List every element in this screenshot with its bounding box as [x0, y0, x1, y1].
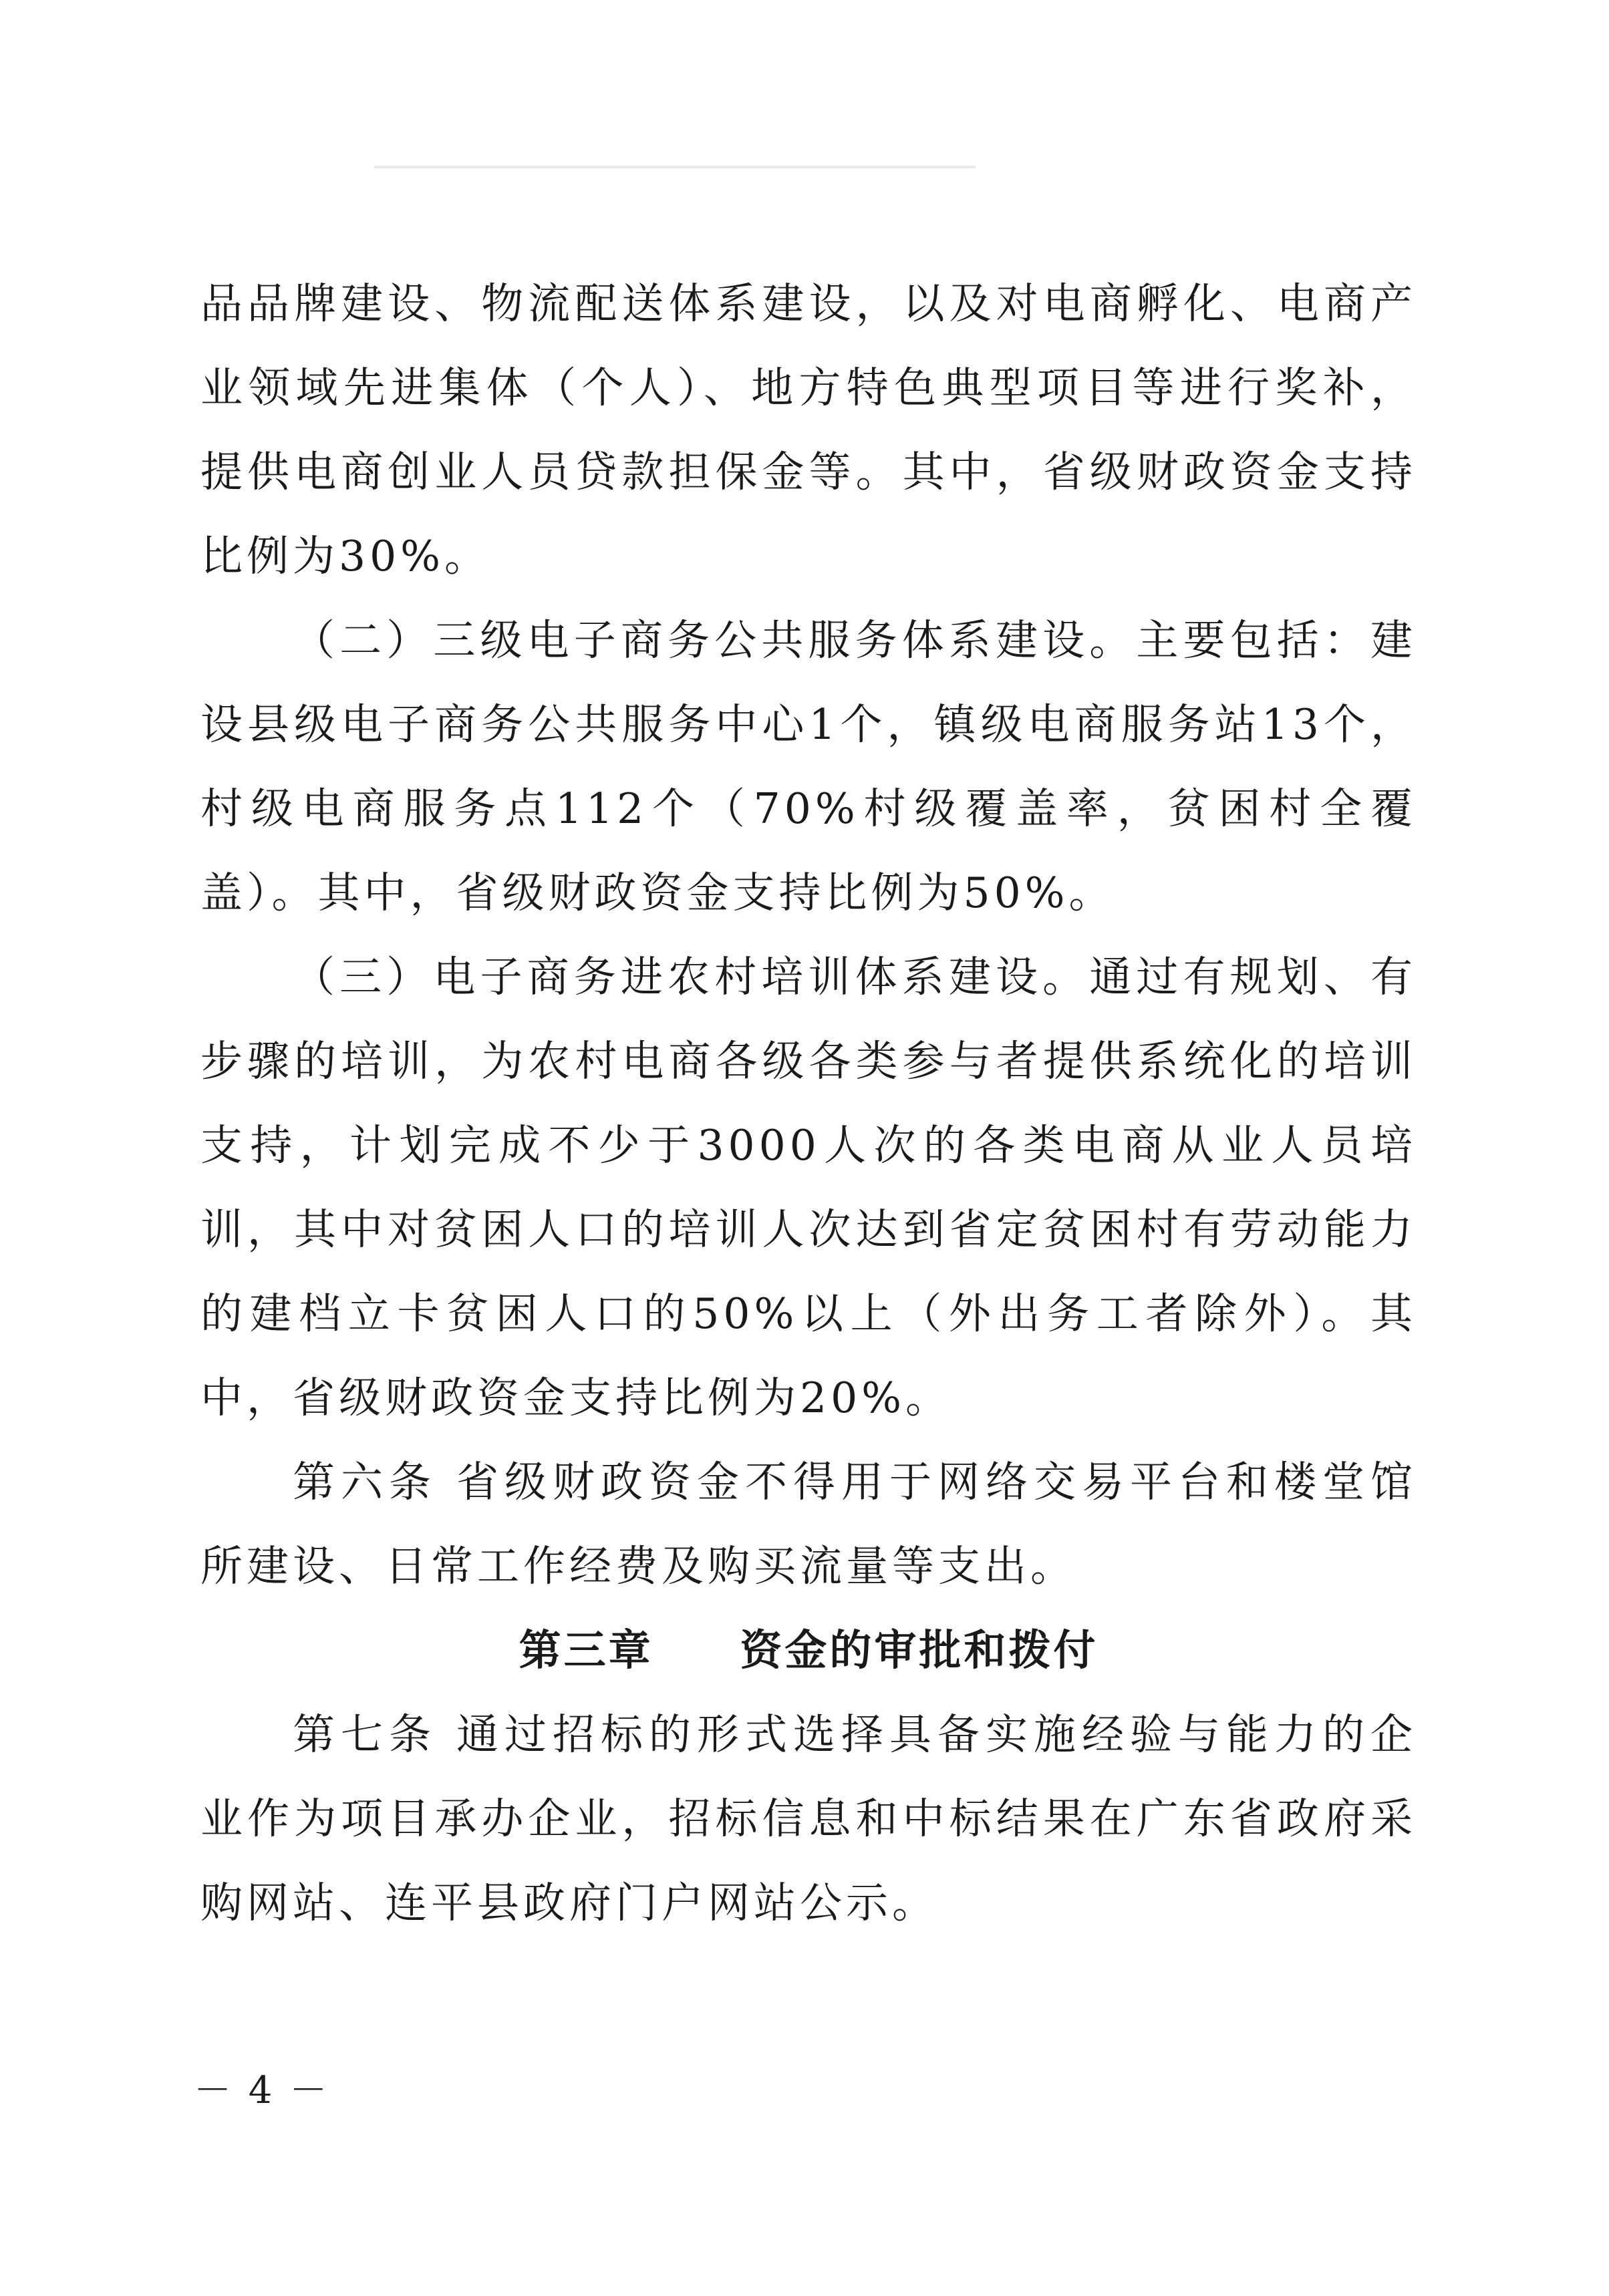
paragraph-article-7: 第七条 通过招标的形式选择具备实施经验与能力的企业作为项目承办企业，招标信息和中标结果在广东省政府采购网站、连平县政府门户网站公示。 [200, 1710, 1417, 1927]
scan-artifact-line [374, 166, 976, 168]
paragraph-continued: 品品牌建设、物流配送体系建设，以及对电商孵化、电商产业领域先进集体（个人）、地方特色典型项目等进行奖补，提供电商创业人员贷款担保金等。其中，省级财政资金支持比例为30%。 [200, 279, 1417, 581]
page-number: － 4 － [194, 2069, 330, 2112]
document-body [200, 262, 1417, 1945]
paragraph-section-2: （二）三级电子商务公共服务体系建设。主要包括：建设县级电子商务公共服务中心1个，镇级电商服务站13个，村级电商服务点112个（70%村级覆盖率，贫困村全覆盖）。其中，省级财政资金支持比例为50%。 [200, 616, 1417, 917]
paragraph-article-6: 第六条 省级财政资金不得用于网络交易平台和楼堂馆所建设、日常工作经费及购买流量等支出。 [200, 1458, 1417, 1591]
chapter-title: 第三章 资金的审批和拨付 [519, 1626, 1099, 1675]
paragraph-section-3: （三）电子商务进农村培训体系建设。通过有规划、有步骤的培训，为农村电商各级各类参与者提供系统化的培训支持，计划完成不少于3000人次的各类电商从业人员培训，其中对贫困人口的培训人次达到省定贫困村有劳动能力的建档立卡贫困人口的50%以上（外出务工者除外）。其中，省级财政资金支持比例为20%。 [200, 953, 1417, 1422]
